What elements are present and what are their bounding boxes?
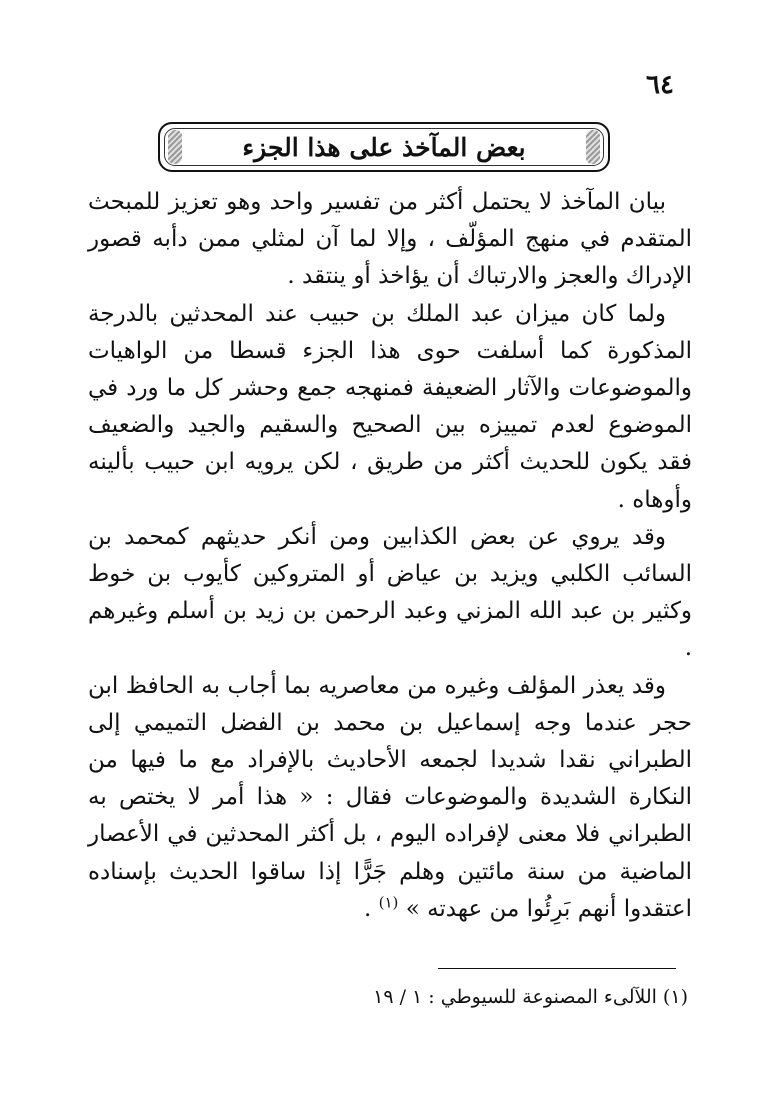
- footnote-reference[interactable]: (١): [378, 893, 399, 912]
- footnote: (١) اللآلىء المصنوعة للسيوطي : ١ / ١٩: [373, 986, 688, 1008]
- paragraph-with-footnote: [88, 668, 692, 928]
- paragraph: ولما كان ميزان عبد الملك بن حبيب عند المحدثين بالدرجة المذكورة كما أسلفت حوى هذا الجزء قسطا من الواهيات والموضوعات والآثار الضعيفة فمنهجه جمع وحشر كل ما ورد في الموضوع لعدم تمييزه بين الصحيح والسقيم والجيد والضعيف فقد يكون للحديث أكثر من طريق ، لكن يرويه ابن حبيب بألينه وأوهاه .: [88, 300, 692, 513]
- paragraph-text: وقد يعذر المؤلف وغيره من معاصريه بما أجاب به الحافظ ابن حجر عندما وجه إسماعيل بن محمد بن الفضل التميمي إلى الطبراني نقدا شديدا لجمعه الأحاديث بالإفراد مع ما فيها من النكارة الشديدة والموضوعات فقال : « هذا أمر لا يختص به الطبراني فلا معنى لإفراده اليوم ، بل أكثر المحدثين في الأعصار الماضية من سنة مائتين وهلم جَرًّا إذا ساقوا الحديث بإسناده اعتقدوا أنهم بَرِئُوا من عهدته »: [88, 672, 692, 922]
- paragraph: وقد يروي عن بعض الكذابين ومن أنكر حديثهم كمحمد بن السائب الكلبي ويزيد بن عياض أو المتروكين كأيوب بن خوط وكثير بن عبد الله المزني وعبد الرحمن بن زيد بن أسلم وغيرهم .: [88, 523, 692, 662]
- footnote-divider: [438, 968, 676, 969]
- main-text: [88, 184, 692, 928]
- page-number: ٦٤: [646, 70, 674, 100]
- section-heading: بعض المآخذ على هذا الجزء: [242, 132, 526, 162]
- section-heading-frame: [158, 122, 610, 172]
- paragraph: بيان المآخذ لا يحتمل أكثر من تفسير واحد وهو تعزيز للمبحث المتقدم في منهج المؤلّف ، وإلا لما آن لمثلي ممن دأبه قصور الإدراك والعجز والارتباك أن يؤاخذ أو ينتقد .: [88, 189, 692, 290]
- paragraph-end-mark: .: [363, 895, 379, 922]
